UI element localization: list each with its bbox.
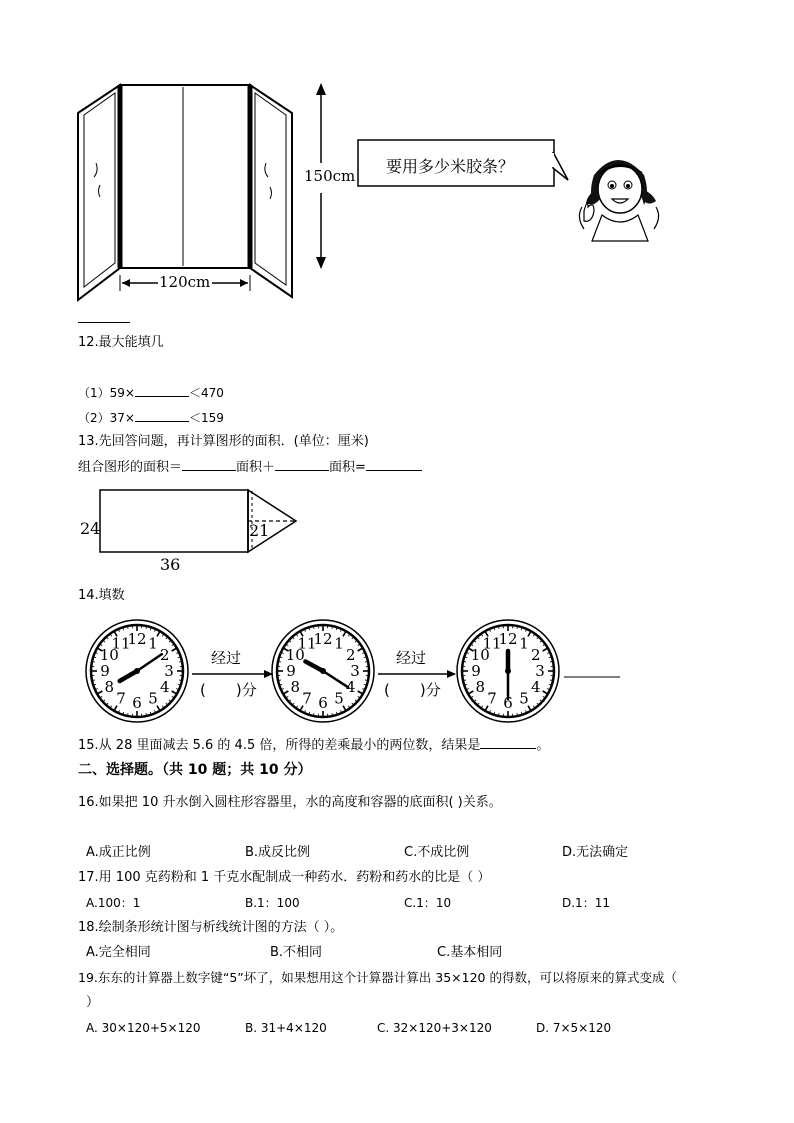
q13-formula-a: 组合图形的面积＝	[78, 460, 183, 475]
clock-number: 12	[313, 630, 333, 648]
clock-number: 9	[471, 662, 481, 680]
q14-minutes-2[interactable]: ( )分	[384, 681, 441, 699]
q13-blank-3[interactable]	[366, 459, 422, 471]
q16-option-b[interactable]: B.成反比例	[245, 845, 311, 860]
q17-option-a[interactable]: A.100：1	[86, 896, 141, 910]
clock-number: 3	[535, 662, 545, 680]
q13-label-right: 21	[249, 521, 270, 540]
clock-number: 10	[99, 646, 119, 664]
q14-clock-row	[80, 617, 625, 725]
q19-option-d[interactable]: D. 7×5×120	[536, 1021, 612, 1035]
q13-formula-b: 面积＋	[236, 460, 276, 475]
q12-title: 12.最大能填几	[78, 335, 164, 350]
clock-number: 10	[285, 646, 305, 664]
q12-item-1-prefix: （1）59×	[78, 386, 135, 400]
q12-item-1	[78, 385, 224, 400]
folding-screen-figure	[70, 75, 370, 307]
clock-number: 7	[487, 689, 497, 708]
q14-minutes-1[interactable]: ( )分	[200, 681, 257, 699]
q17-option-d[interactable]: D.1：11	[562, 896, 610, 910]
q13-blank-2[interactable]	[275, 459, 329, 471]
clock-number: 2	[159, 646, 170, 664]
q18-title: 18.绘制条形统计图与析线统计图的方法（ ）。	[78, 920, 344, 935]
q12-item-2	[78, 410, 224, 425]
q18-option-c[interactable]: C.基本相同	[437, 945, 503, 960]
q12-item-1-suffix: ＜470	[188, 386, 224, 400]
q14-title: 14.填数	[78, 588, 125, 603]
q19-option-c[interactable]: C. 32×120+3×120	[377, 1021, 492, 1035]
clock-number: 7	[116, 689, 126, 708]
q12-item-2-prefix: （2）37×	[78, 411, 135, 425]
clock-number: 10	[470, 646, 490, 664]
q14-pass-label-1: 经过	[211, 649, 242, 667]
clock-number: 4	[530, 678, 541, 696]
clock-center	[505, 668, 511, 674]
q12-item-2-blank[interactable]	[135, 410, 189, 422]
height-label: 150cm	[304, 167, 356, 185]
clock-number: 8	[290, 678, 301, 696]
clock-number: 11	[482, 634, 502, 653]
q13-label-left: 24	[80, 519, 101, 538]
clock-number: 9	[286, 662, 296, 680]
q19-title-line1: 19.东东的计算器上数字键“5”坏了，如果想用这个计算器计算出 35×120 的得数，可以将原来的算式变成（	[78, 970, 677, 985]
clock-number: 4	[159, 678, 170, 696]
q15-blank[interactable]	[480, 737, 536, 749]
q16-option-a[interactable]: A.成正比例	[86, 845, 151, 860]
clock-number: 6	[318, 694, 328, 712]
clock-center	[320, 668, 326, 674]
q15-text: 15.从 28 里面减去 5.6 的 4.5 倍，所得的差乘最小的两位数，结果是	[78, 738, 481, 753]
q14-pass-label-2: 经过	[396, 649, 427, 667]
section-2-title: 二、选择题。（共 10 题；共 10 分）	[78, 762, 312, 778]
clock-number: 1	[148, 634, 158, 653]
clock-number: 4	[345, 678, 356, 696]
clock-number: 8	[475, 678, 486, 696]
girl-illustration	[572, 145, 664, 245]
clock-number: 5	[519, 689, 529, 708]
clock-number: 7	[302, 689, 312, 708]
q19-option-b[interactable]: B. 31+4×120	[245, 1021, 327, 1035]
q13-formula	[78, 459, 422, 476]
q13-title: 13.先回答问题，再计算图形的面积．(单位：厘米)	[78, 434, 369, 449]
clock-number: 6	[503, 694, 513, 712]
q13-formula-c: 面积=	[329, 460, 366, 475]
q16-option-c[interactable]: C.不成比例	[404, 845, 470, 860]
q13-blank-1[interactable]	[182, 459, 236, 471]
q16-option-d[interactable]: D.无法确定	[562, 845, 629, 860]
q18-option-b[interactable]: B.不相同	[270, 945, 323, 960]
clock-number: 2	[530, 646, 541, 664]
q19-title-line2: ）	[86, 995, 100, 1010]
q15-question	[78, 737, 549, 754]
clock-center	[134, 668, 140, 674]
q11-answer-blank[interactable]	[78, 322, 130, 323]
clock-number: 1	[334, 634, 344, 653]
q13-label-bottom: 36	[160, 555, 181, 574]
q17-option-c[interactable]: C.1：10	[404, 896, 452, 910]
q16-title: 16.如果把 10 升水倒入圆柱形容器里，水的高度和容器的底面积( )关系。	[78, 795, 502, 810]
q19-option-a[interactable]: A. 30×120+5×120	[86, 1021, 201, 1035]
clock-number: 3	[164, 662, 174, 680]
q18-option-a[interactable]: A.完全相同	[86, 945, 151, 960]
q15-text-end: 。	[536, 738, 550, 753]
clock-number: 6	[132, 694, 142, 712]
clock-number: 12	[127, 630, 147, 648]
width-label: 120cm	[159, 273, 211, 291]
q12-item-1-blank[interactable]	[135, 385, 189, 397]
q12-item-2-suffix: ＜159	[188, 411, 224, 425]
clock-number: 2	[345, 646, 356, 664]
clock-number: 12	[498, 630, 518, 648]
clock-number: 8	[104, 678, 115, 696]
clock-number: 1	[519, 634, 529, 653]
clock-number: 5	[334, 689, 344, 708]
clock-number: 11	[297, 634, 317, 653]
speech-text: 要用多少米胶条？	[386, 157, 515, 176]
q17-title: 17.用 100 克药粉和 1 千克水配制成一种药水．药粉和药水的比是（ ）	[78, 870, 491, 885]
clock-number: 11	[111, 634, 131, 653]
clock-number: 9	[100, 662, 110, 680]
clock-number: 5	[148, 689, 158, 708]
clock-number: 3	[350, 662, 360, 680]
q17-option-b[interactable]: B.1：100	[245, 896, 300, 910]
